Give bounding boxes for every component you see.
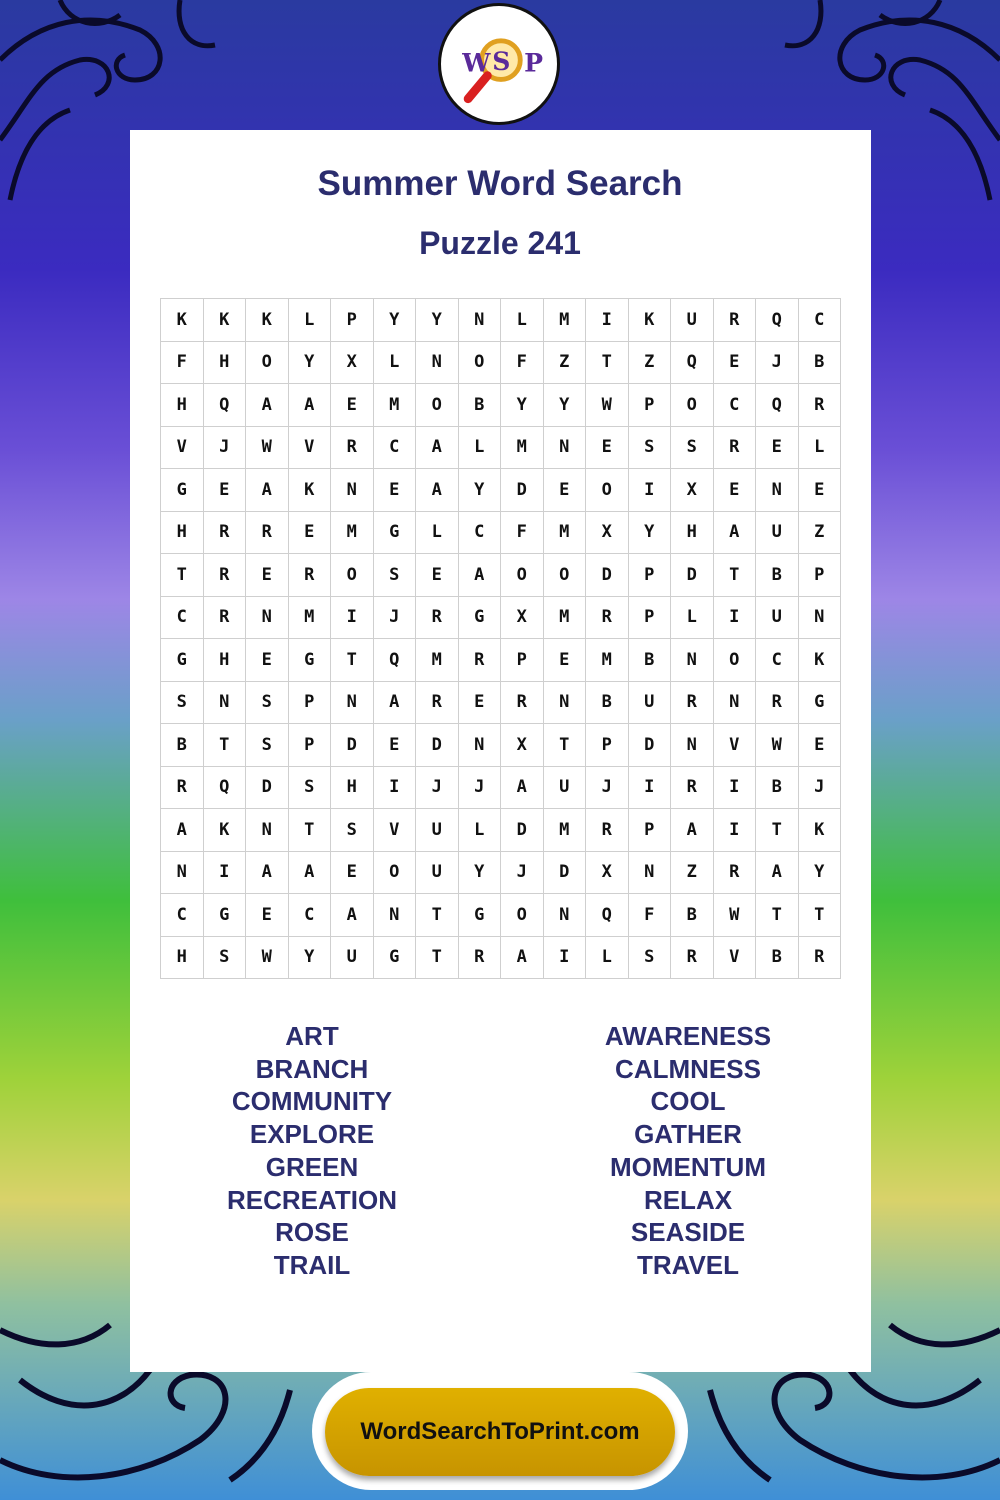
grid-cell[interactable]: R [756,681,799,724]
word-item: TRAVEL [636,1249,740,1280]
grid-cell[interactable]: D [331,724,374,767]
grid-cell[interactable]: A [288,384,331,427]
grid-cell[interactable]: T [416,894,459,937]
grid-cell[interactable]: I [203,851,246,894]
grid-cell[interactable]: E [331,384,374,427]
grid-cell[interactable]: H [161,511,204,554]
grid-cell[interactable]: O [373,851,416,894]
grid-cell[interactable]: T [586,341,629,384]
grid-cell[interactable]: W [586,384,629,427]
grid-cell[interactable]: C [161,894,204,937]
grid-cell[interactable]: H [161,936,204,979]
grid-cell[interactable]: Q [671,341,714,384]
grid-cell[interactable]: B [628,639,671,682]
word-item: RELAX [643,1184,733,1215]
grid-cell[interactable]: J [798,766,841,809]
grid-cell[interactable]: O [331,554,374,597]
grid-row [161,681,841,724]
grid-cell[interactable]: C [798,299,841,342]
grid-cell[interactable]: O [543,554,586,597]
grid-cell[interactable]: E [586,426,629,469]
grid-cell[interactable]: N [416,341,459,384]
grid-cell[interactable]: E [246,554,289,597]
grid-cell[interactable]: A [416,426,459,469]
grid-cell[interactable]: G [161,639,204,682]
grid-cell[interactable]: G [373,936,416,979]
grid-cell[interactable]: U [543,766,586,809]
grid-cell[interactable]: N [246,809,289,852]
grid-cell[interactable]: D [501,809,544,852]
grid-cell[interactable]: V [713,936,756,979]
grid-row [161,936,841,979]
grid-cell[interactable]: N [671,639,714,682]
grid-cell[interactable]: O [501,554,544,597]
grid-cell[interactable]: T [416,936,459,979]
grid-cell[interactable]: P [798,554,841,597]
grid-cell[interactable]: A [416,469,459,512]
grid-cell[interactable]: H [331,766,374,809]
grid-cell[interactable]: R [501,681,544,724]
grid-cell[interactable]: I [373,766,416,809]
grid-cell[interactable]: M [288,596,331,639]
grid-cell[interactable]: V [373,809,416,852]
grid-cell[interactable]: F [161,341,204,384]
grid-cell[interactable]: F [628,894,671,937]
grid-cell[interactable]: P [628,384,671,427]
grid-cell[interactable]: E [458,681,501,724]
grid-cell[interactable]: O [586,469,629,512]
grid-row [161,724,841,767]
grid-cell[interactable]: P [288,724,331,767]
grid-cell[interactable]: X [501,724,544,767]
grid-cell[interactable]: E [713,469,756,512]
grid-cell[interactable]: M [543,511,586,554]
grid-cell[interactable]: K [628,299,671,342]
grid-cell[interactable]: S [628,936,671,979]
grid-cell[interactable]: G [798,681,841,724]
grid-cell[interactable]: S [246,681,289,724]
grid-cell[interactable]: A [246,384,289,427]
grid-cell[interactable]: T [713,554,756,597]
grid-cell[interactable]: J [416,766,459,809]
grid-cell[interactable]: X [331,341,374,384]
grid-cell[interactable]: S [331,809,374,852]
grid-cell[interactable]: O [246,341,289,384]
logo-letter: W [462,47,491,78]
grid-cell[interactable]: J [373,596,416,639]
grid-cell[interactable]: R [586,809,629,852]
grid-cell[interactable]: I [628,766,671,809]
word-item: AWARENESS [604,1021,772,1051]
grid-cell[interactable]: N [543,426,586,469]
grid-cell[interactable]: Q [203,384,246,427]
grid-cell[interactable]: O [458,341,501,384]
grid-row [161,426,841,469]
grid-cell[interactable]: B [798,341,841,384]
grid-cell[interactable]: Y [628,511,671,554]
grid-cell[interactable]: G [458,596,501,639]
word-item: ROSE [275,1217,349,1248]
grid-cell[interactable]: E [798,724,841,767]
grid-row [161,384,841,427]
grid-cell[interactable]: O [416,384,459,427]
grid-cell[interactable]: Z [543,341,586,384]
grid-cell[interactable]: P [331,299,374,342]
grid-cell[interactable]: M [416,639,459,682]
grid-cell[interactable]: Q [203,766,246,809]
grid-cell[interactable]: L [373,341,416,384]
grid-row [161,299,841,342]
grid-cell[interactable]: M [543,299,586,342]
grid-cell[interactable]: T [203,724,246,767]
website-button[interactable]: WordSearchToPrint.com [325,1388,675,1476]
grid-cell[interactable]: A [288,851,331,894]
grid-cell[interactable]: P [501,639,544,682]
grid-cell[interactable]: U [671,299,714,342]
grid-cell[interactable]: Q [586,894,629,937]
grid-cell[interactable]: O [713,639,756,682]
grid-cell[interactable]: A [501,766,544,809]
grid-cell[interactable]: P [288,681,331,724]
grid-cell[interactable]: R [713,299,756,342]
grid-cell[interactable]: A [756,851,799,894]
grid-cell[interactable]: K [246,299,289,342]
grid-cell[interactable]: C [373,426,416,469]
grid-row [161,894,841,937]
grid-cell[interactable]: W [713,894,756,937]
grid-cell[interactable]: U [628,681,671,724]
grid-cell[interactable]: E [416,554,459,597]
grid-cell[interactable]: U [756,511,799,554]
grid-cell[interactable]: S [373,554,416,597]
grid-cell[interactable]: Z [671,851,714,894]
grid-cell[interactable]: B [161,724,204,767]
grid-cell[interactable]: R [671,936,714,979]
grid-cell[interactable]: X [586,511,629,554]
grid-cell[interactable]: S [671,426,714,469]
grid-row [161,554,841,597]
grid-cell[interactable]: M [586,639,629,682]
grid-cell[interactable]: Z [798,511,841,554]
grid-cell[interactable]: D [246,766,289,809]
grid-cell[interactable]: T [798,894,841,937]
wsp-logo [438,3,560,125]
letter-grid [160,298,841,979]
grid-cell[interactable]: Y [543,384,586,427]
puzzle-title: Summer Word Search [317,164,683,203]
grid-cell[interactable]: E [203,469,246,512]
grid-cell[interactable]: A [501,936,544,979]
word-item: GATHER [634,1119,742,1150]
grid-cell[interactable]: K [798,639,841,682]
grid-cell[interactable]: N [671,724,714,767]
grid-cell[interactable]: N [458,299,501,342]
grid-cell[interactable]: N [161,851,204,894]
grid-cell[interactable]: R [203,511,246,554]
logo-letter: P [524,47,544,78]
grid-cell[interactable]: R [586,596,629,639]
grid-cell[interactable]: T [331,639,374,682]
grid-cell[interactable]: M [543,809,586,852]
word-item: ART [285,1021,339,1051]
grid-cell[interactable]: R [798,384,841,427]
grid-cell[interactable]: X [501,596,544,639]
grid-cell[interactable]: N [331,681,374,724]
grid-cell[interactable]: E [543,639,586,682]
grid-cell[interactable]: N [756,469,799,512]
grid-cell[interactable]: X [671,469,714,512]
grid-cell[interactable]: L [671,596,714,639]
grid-cell[interactable]: K [161,299,204,342]
grid-cell[interactable]: B [756,936,799,979]
grid-cell[interactable]: D [628,724,671,767]
grid-cell[interactable]: R [713,426,756,469]
grid-cell[interactable]: I [713,766,756,809]
grid-cell[interactable]: K [203,809,246,852]
grid-cell[interactable]: E [246,894,289,937]
grid-cell[interactable]: A [246,851,289,894]
grid-cell[interactable]: D [501,469,544,512]
grid-cell[interactable]: H [671,511,714,554]
grid-cell[interactable]: E [246,639,289,682]
grid-cell[interactable]: M [331,511,374,554]
grid-cell[interactable]: Y [288,341,331,384]
logo-letter: S [492,45,511,76]
grid-cell[interactable]: C [713,384,756,427]
grid-cell[interactable]: P [586,724,629,767]
grid-row [161,469,841,512]
grid-cell[interactable]: R [416,681,459,724]
word-item: EXPLORE [249,1119,375,1150]
grid-cell[interactable]: E [373,469,416,512]
grid-cell[interactable]: R [416,596,459,639]
grid-cell[interactable]: I [586,299,629,342]
grid-row [161,851,841,894]
grid-cell[interactable]: F [501,341,544,384]
grid-row [161,596,841,639]
grid-cell[interactable]: P [628,554,671,597]
grid-cell[interactable]: L [458,809,501,852]
grid-cell[interactable]: U [416,851,459,894]
puzzle-number: Puzzle 241 [419,225,581,261]
grid-cell[interactable]: C [288,894,331,937]
grid-cell[interactable]: C [161,596,204,639]
grid-cell[interactable]: J [501,851,544,894]
grid-cell[interactable]: O [501,894,544,937]
grid-cell[interactable]: I [543,936,586,979]
word-item: TRAIL [273,1249,351,1280]
grid-cell[interactable]: G [458,894,501,937]
grid-cell[interactable]: N [543,894,586,937]
grid-cell[interactable]: E [288,511,331,554]
grid-cell[interactable]: N [543,681,586,724]
grid-cell[interactable]: H [203,341,246,384]
grid-cell[interactable]: I [713,596,756,639]
word-item: CALMNESS [615,1053,761,1084]
grid-cell[interactable]: G [203,894,246,937]
grid-cell[interactable]: A [246,469,289,512]
grid-cell[interactable]: I [331,596,374,639]
grid-cell[interactable]: A [713,511,756,554]
grid-cell[interactable]: E [331,851,374,894]
word-item: MOMENTUM [610,1151,766,1182]
word-item: COMMUNITY [231,1086,393,1117]
grid-cell[interactable]: H [203,639,246,682]
grid-cell[interactable]: Y [458,851,501,894]
grid-cell[interactable]: U [416,809,459,852]
word-list-left [162,1020,462,1282]
grid-cell[interactable]: Y [501,384,544,427]
grid-cell[interactable]: E [713,341,756,384]
grid-cell[interactable]: R [713,851,756,894]
grid-cell[interactable]: E [756,426,799,469]
grid-cell[interactable]: V [713,724,756,767]
word-item: BRANCH [255,1053,369,1084]
grid-cell[interactable]: B [586,681,629,724]
grid-cell[interactable]: N [798,596,841,639]
grid-cell[interactable]: I [628,469,671,512]
grid-cell[interactable]: W [246,936,289,979]
grid-cell[interactable]: R [458,936,501,979]
grid-cell[interactable]: E [798,469,841,512]
grid-cell[interactable]: R [671,681,714,724]
grid-cell[interactable]: J [756,341,799,384]
grid-cell[interactable]: G [161,469,204,512]
grid-cell[interactable]: G [373,511,416,554]
grid-cell[interactable]: B [756,766,799,809]
grid-cell[interactable]: V [288,426,331,469]
grid-cell[interactable]: R [288,554,331,597]
grid-cell[interactable]: S [628,426,671,469]
grid-cell[interactable]: R [203,554,246,597]
grid-cell[interactable]: W [756,724,799,767]
grid-cell[interactable]: T [756,809,799,852]
grid-cell[interactable]: U [331,936,374,979]
grid-cell[interactable]: L [798,426,841,469]
grid-row [161,511,841,554]
grid-cell[interactable]: D [543,851,586,894]
grid-cell[interactable]: F [501,511,544,554]
grid-cell[interactable]: Y [416,299,459,342]
grid-cell[interactable]: N [713,681,756,724]
grid-cell[interactable]: L [288,299,331,342]
grid-cell[interactable]: A [373,681,416,724]
grid-cell[interactable]: B [458,384,501,427]
grid-cell[interactable]: L [501,299,544,342]
grid-cell[interactable]: U [756,596,799,639]
grid-cell[interactable]: R [798,936,841,979]
word-item: GREEN [265,1151,359,1182]
grid-cell[interactable]: D [671,554,714,597]
grid-cell[interactable]: M [373,384,416,427]
grid-cell[interactable]: M [543,596,586,639]
grid-cell[interactable]: Y [373,299,416,342]
grid-cell[interactable]: H [161,384,204,427]
grid-cell[interactable]: B [756,554,799,597]
grid-cell[interactable]: I [713,809,756,852]
grid-cell[interactable]: T [161,554,204,597]
grid-cell[interactable]: D [586,554,629,597]
grid-cell[interactable]: P [628,809,671,852]
grid-cell[interactable]: R [331,426,374,469]
grid-cell[interactable]: S [203,936,246,979]
grid-cell[interactable]: N [458,724,501,767]
grid-cell[interactable]: K [798,809,841,852]
grid-cell[interactable]: J [203,426,246,469]
grid-row [161,639,841,682]
grid-cell[interactable]: A [331,894,374,937]
grid-cell[interactable]: L [458,426,501,469]
grid-cell[interactable]: V [161,426,204,469]
grid-cell[interactable]: D [416,724,459,767]
word-list-right [538,1020,838,1282]
grid-cell[interactable]: Y [798,851,841,894]
grid-cell[interactable]: L [416,511,459,554]
grid-cell[interactable]: C [756,639,799,682]
grid-cell[interactable]: R [161,766,204,809]
grid-cell[interactable]: T [288,809,331,852]
grid-cell[interactable]: G [288,639,331,682]
grid-cell[interactable]: E [543,469,586,512]
grid-cell[interactable]: Y [288,936,331,979]
grid-cell[interactable]: P [628,596,671,639]
grid-cell[interactable]: J [458,766,501,809]
grid-cell[interactable]: A [458,554,501,597]
grid-cell[interactable]: S [161,681,204,724]
grid-cell[interactable]: X [586,851,629,894]
grid-cell[interactable]: S [288,766,331,809]
grid-cell[interactable]: K [203,299,246,342]
grid-cell[interactable]: A [671,809,714,852]
grid-cell[interactable]: Q [756,384,799,427]
grid-cell[interactable]: N [203,681,246,724]
grid-cell[interactable]: R [458,639,501,682]
grid-cell[interactable]: Z [628,341,671,384]
grid-cell[interactable]: N [628,851,671,894]
grid-cell[interactable]: E [373,724,416,767]
grid-row [161,766,841,809]
grid-cell[interactable]: M [501,426,544,469]
grid-cell[interactable]: Q [373,639,416,682]
grid-cell[interactable]: T [756,894,799,937]
grid-cell[interactable]: Y [458,469,501,512]
grid-cell[interactable]: N [373,894,416,937]
grid-cell[interactable]: J [586,766,629,809]
grid-cell[interactable]: S [246,724,289,767]
grid-cell[interactable]: T [543,724,586,767]
grid-cell[interactable]: Q [756,299,799,342]
grid-cell[interactable]: R [203,596,246,639]
grid-cell[interactable]: L [586,936,629,979]
grid-cell[interactable]: A [161,809,204,852]
word-item: COOL [650,1086,726,1117]
grid-cell[interactable]: O [671,384,714,427]
grid-cell[interactable]: N [331,469,374,512]
word-item: RECREATION [227,1184,397,1215]
grid-cell[interactable]: K [288,469,331,512]
grid-cell[interactable]: C [458,511,501,554]
grid-cell[interactable]: W [246,426,289,469]
grid-cell[interactable]: R [671,766,714,809]
grid-cell[interactable]: R [246,511,289,554]
grid-row [161,809,841,852]
grid-row [161,341,841,384]
word-item: SEASIDE [630,1217,746,1248]
grid-cell[interactable]: B [671,894,714,937]
grid-cell[interactable]: N [246,596,289,639]
